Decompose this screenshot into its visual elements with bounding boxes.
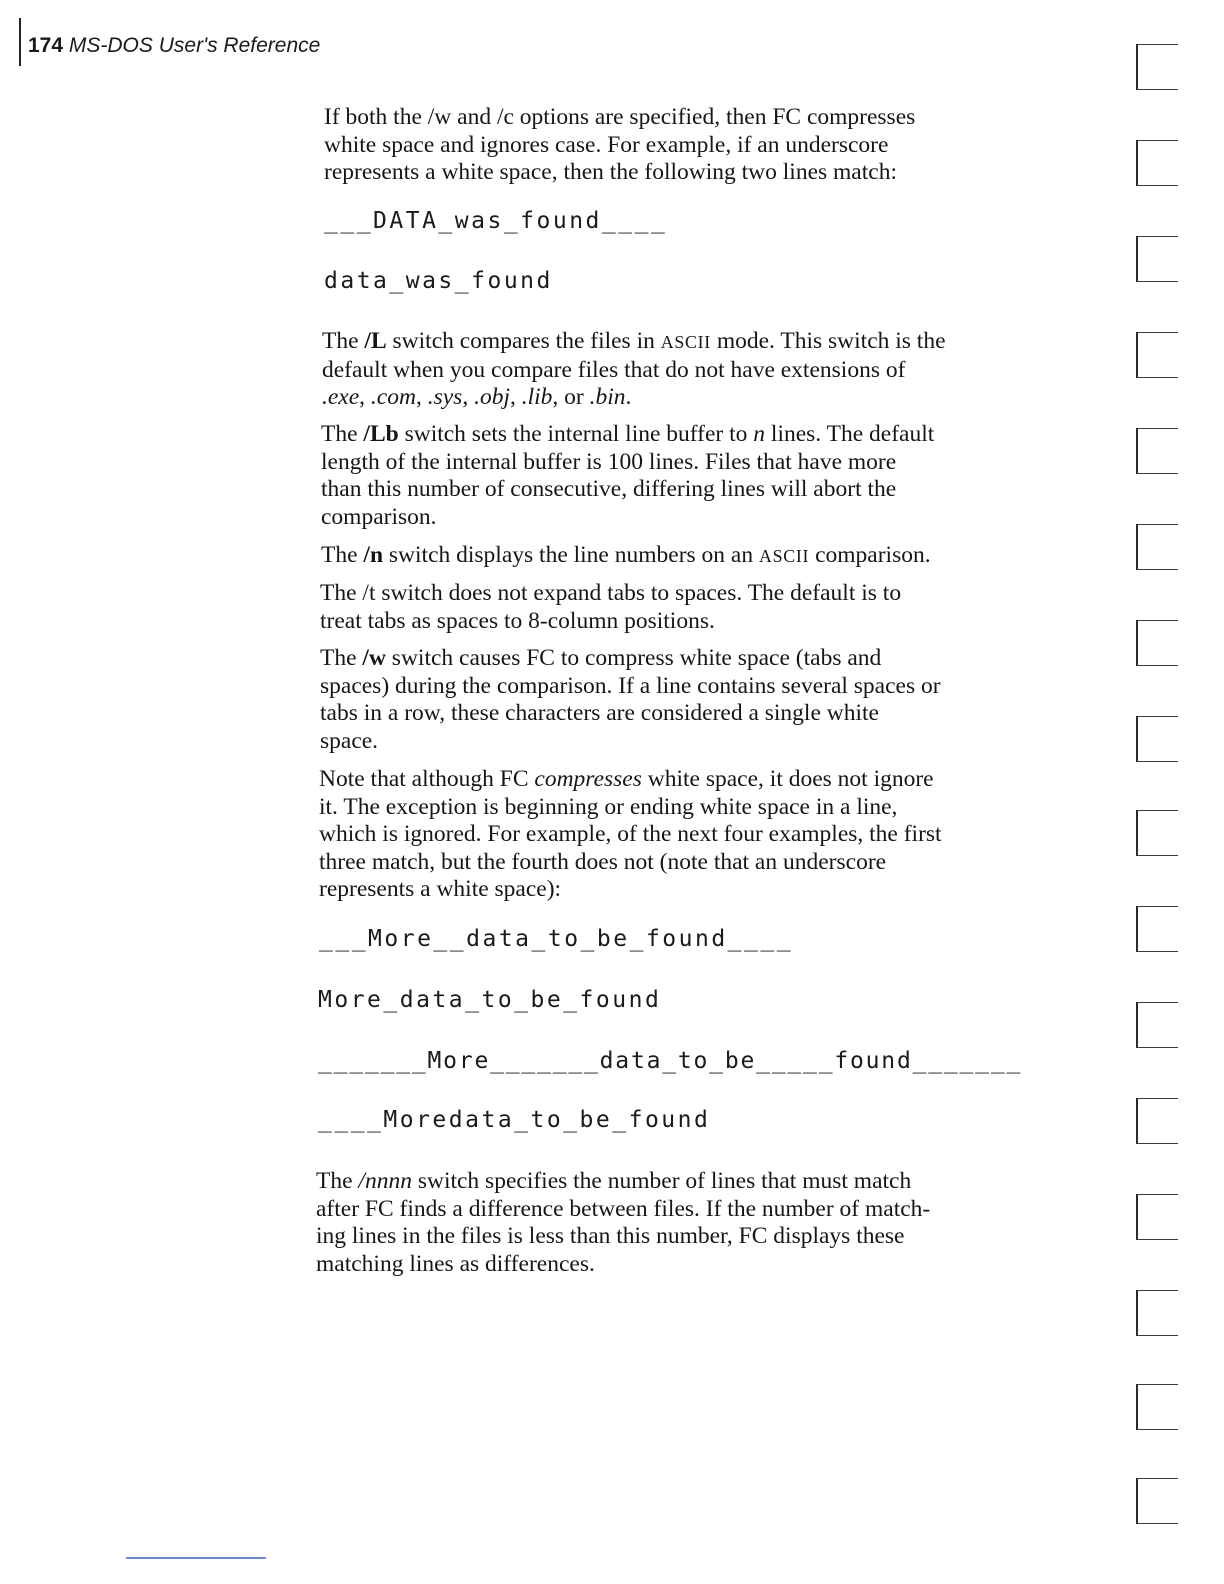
text: comparison. — [321, 503, 437, 530]
binder-tab — [1136, 1002, 1178, 1048]
ascii-smallcaps: ASCII — [758, 546, 810, 566]
text: lines. The default — [765, 421, 935, 447]
text: spaces) during the comparison. If a line contains several spaces or — [320, 672, 941, 699]
L-switch-paragraph — [322, 328, 946, 412]
switch-name: /w — [362, 645, 386, 671]
nnnn-switch-paragraph — [316, 1168, 930, 1278]
code-example: _______More_______data_to_be_____found_______ — [318, 1048, 1023, 1074]
switch-name: /L — [364, 328, 387, 354]
extension: .lib — [521, 384, 553, 411]
text: three match, but the fourth does not (note that an underscore — [319, 848, 887, 875]
Lb-switch-paragraph — [321, 421, 934, 531]
text: comparison. — [809, 542, 931, 568]
intro-line: represents a white space, then the following two lines match: — [324, 159, 897, 186]
text: white space, it does not ignore — [641, 766, 934, 792]
extension: .exe — [322, 384, 360, 411]
binder-tab — [1136, 716, 1178, 762]
text: after FC finds a difference between files. If the number of match- — [316, 1195, 931, 1222]
text: switch specifies the number of lines that must match — [411, 1168, 912, 1194]
code-example: More_data_to_be_found — [318, 987, 662, 1013]
text: it. The exception is beginning or ending white space in a line, — [319, 793, 898, 820]
page-number: 174 — [28, 34, 64, 57]
text: , — [415, 384, 428, 411]
code-example: data_was_found — [324, 268, 553, 294]
binder-tab — [1136, 44, 1178, 90]
text: represents a white space): — [319, 876, 562, 903]
w-switch-paragraph — [320, 645, 941, 755]
text: switch sets the internal line buffer to — [398, 421, 754, 447]
header-rule — [19, 18, 21, 66]
binder-tab-column — [1136, 44, 1186, 1544]
binder-tab — [1136, 428, 1178, 474]
text: switch causes FC to compress white space (tabs and — [385, 645, 882, 671]
switch-name: /Lb — [363, 421, 399, 447]
text: switch displays the line numbers on an — [383, 542, 759, 568]
text: switch compares the files in — [386, 328, 661, 354]
t-switch-paragraph — [320, 580, 901, 635]
binder-tab — [1136, 1194, 1178, 1240]
text: , — [359, 384, 371, 411]
switch-name: /nnnn — [358, 1168, 412, 1194]
binder-tab — [1136, 332, 1178, 378]
binder-tab — [1136, 1098, 1178, 1144]
code-example: ___More__data_to_be_found____ — [319, 926, 794, 952]
binder-tab — [1136, 906, 1178, 952]
variable: n — [753, 421, 766, 447]
page-header — [28, 34, 320, 58]
text: matching lines as differences. — [316, 1250, 595, 1277]
switch-name: /n — [363, 542, 384, 568]
intro-line: white space and ignores case. For example, if an underscore — [324, 131, 889, 158]
binder-tab — [1136, 524, 1178, 570]
binder-tab — [1136, 620, 1178, 666]
text: The — [321, 542, 364, 568]
extension: .obj — [474, 384, 510, 411]
extension: .bin — [589, 384, 626, 411]
text: mode. This switch is the — [710, 328, 946, 354]
text: tabs in a row, these characters are considered a single white — [320, 700, 879, 727]
text: default when you compare files that do not have extensions of — [322, 356, 906, 383]
text: . — [625, 384, 632, 411]
binder-tab — [1136, 1384, 1178, 1430]
extension: .sys — [427, 384, 463, 411]
text: The — [322, 328, 365, 354]
code-example: ____Moredata_to_be_found — [318, 1107, 711, 1133]
text: length of the internal buffer is 100 lines. Files that have more — [321, 448, 897, 475]
n-switch-paragraph — [321, 542, 931, 571]
intro-paragraph — [324, 104, 915, 187]
text: The — [321, 421, 364, 447]
text: space. — [320, 727, 379, 754]
emphasis: compresses — [534, 766, 642, 792]
text: , or — [552, 384, 590, 411]
text: , — [462, 384, 475, 411]
text: , — [509, 384, 522, 411]
binder-tab — [1136, 1290, 1178, 1336]
text: ing lines in the files is less than this number, FC displays these — [316, 1223, 905, 1250]
binder-tab — [1136, 810, 1178, 856]
footer-rule — [126, 1557, 266, 1559]
note-paragraph — [319, 766, 942, 904]
intro-line: If both the /w and /c options are specified, then FC compresses — [324, 104, 916, 130]
extension: .com — [370, 384, 416, 411]
binder-tab — [1136, 236, 1178, 282]
text: treat tabs as spaces to 8-column positions. — [320, 607, 715, 634]
text: than this number of consecutive, differing lines will abort the — [321, 476, 897, 503]
book-title: MS-DOS User's Reference — [68, 34, 321, 57]
text: Note that although FC — [319, 766, 535, 792]
text: The — [320, 645, 363, 671]
code-example: ___DATA_was_found____ — [324, 208, 668, 234]
binder-tab — [1136, 1478, 1178, 1524]
binder-tab — [1136, 140, 1178, 186]
ascii-smallcaps: ASCII — [660, 332, 711, 352]
text: The /t switch does not expand tabs to spaces. The default is to — [320, 580, 902, 606]
text: The — [316, 1168, 359, 1194]
text: which is ignored. For example, of the next four examples, the first — [319, 821, 942, 848]
